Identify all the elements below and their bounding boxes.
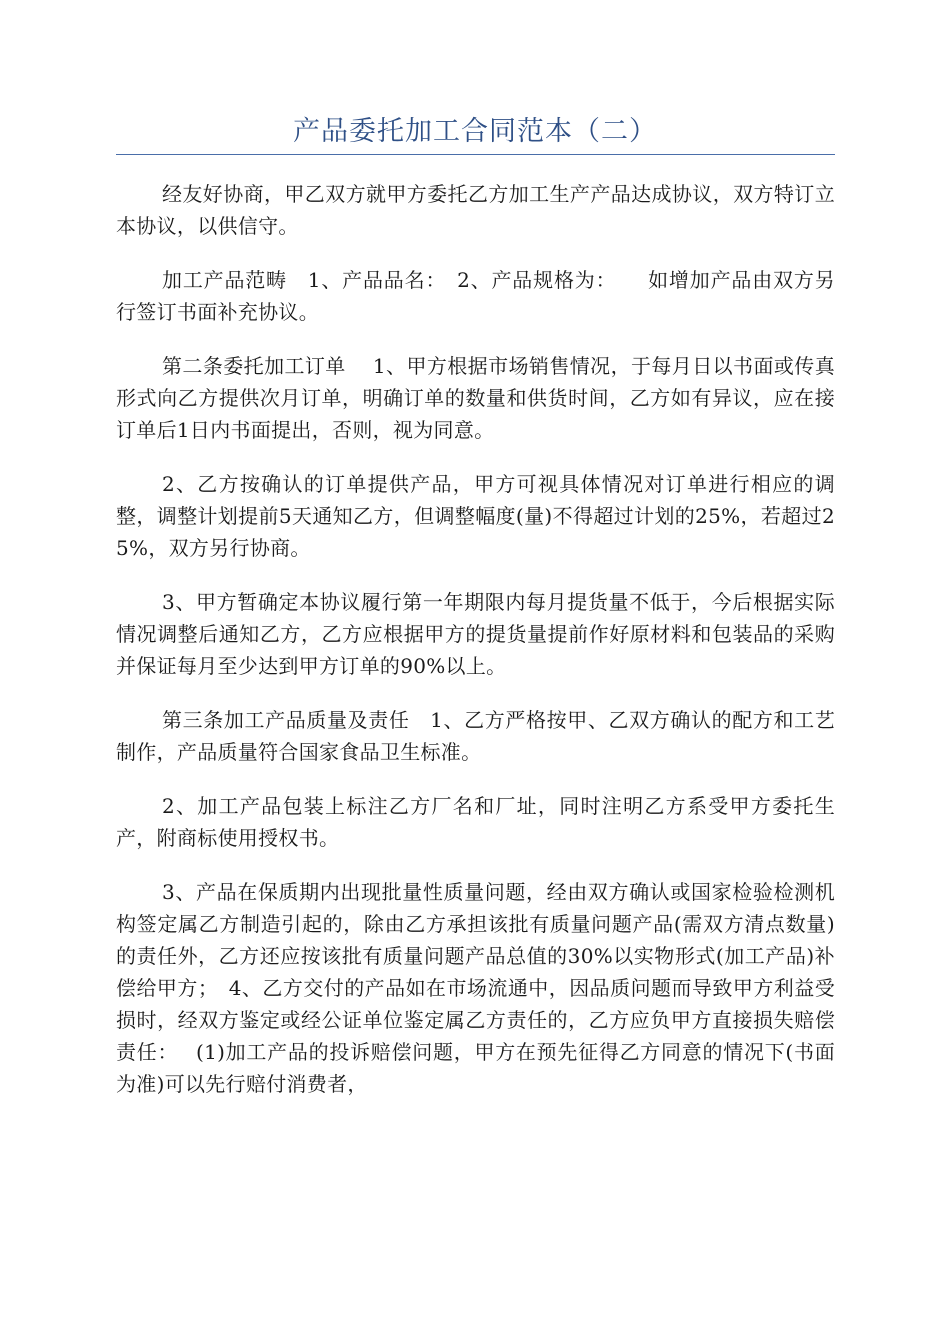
document-body: [116, 178, 835, 1122]
paragraph-packaging-label: 2、加工产品包装上标注乙方厂名和厂址，同时注明乙方系受甲方委托生产，附商标使用授权书。: [116, 794, 835, 850]
paragraph-order-adjustment: 2、乙方按确认的订单提供产品，甲方可视具体情况对订单进行相应的调整，调整计划提前5天通知乙方，但调整幅度(量)不得超过计划的25%，若超过25%，双方另行协商。: [116, 472, 835, 560]
paragraph-intro: 经友好协商，甲乙双方就甲方委托乙方加工生产产品达成协议，双方特订立本协议，以供信守。: [116, 182, 835, 238]
paragraph-product-scope: 加工产品范畴 1、产品品名： 2、产品规格为： 如增加产品由双方另行签订书面补充协议。: [116, 268, 835, 324]
paragraph-article-2-orders: 第二条委托加工订单 1、甲方根据市场销售情况，于每月日以书面或传真形式向乙方提供次月订单，明确订单的数量和供货时间，乙方如有异议，应在接订单后1日内书面提出，否则，视为同意。: [116, 354, 835, 442]
document-title: 产品委托加工合同范本（二）: [293, 116, 657, 147]
paragraph-article-3-quality: 第三条加工产品质量及责任 1、乙方严格按甲、乙双方确认的配方和工艺制作，产品质量符合国家食品卫生标准。: [116, 708, 835, 764]
paragraph-monthly-volume: 3、甲方暂确定本协议履行第一年期限内每月提货量不低于，今后根据实际情况调整后通知乙方，乙方应根据甲方的提货量提前作好原材料和包装品的采购并保证每月至少达到甲方订单的90%以上。: [116, 590, 835, 678]
title-underline: [116, 154, 835, 155]
paragraph-quality-liability: 3、产品在保质期内出现批量性质量问题，经由双方确认或国家检验检测机构签定属乙方制造引起的，除由乙方承担该批有质量问题产品(需双方清点数量)的责任外，乙方还应按该批有质量问题产品总值的30%以实物形式(加工产品)补偿给甲方； 4、乙方交付的产品如在市场流通中，因品质问题而导致甲方利益受损时，经双方鉴定或经公证单位鉴定属乙方责任的，乙方应负甲方直接损失赔偿责任： (1)加工产品的投诉赔偿问题，甲方在预先征得乙方同意的情况下(书面为准)可以先行赔付消费者，: [116, 880, 835, 1096]
